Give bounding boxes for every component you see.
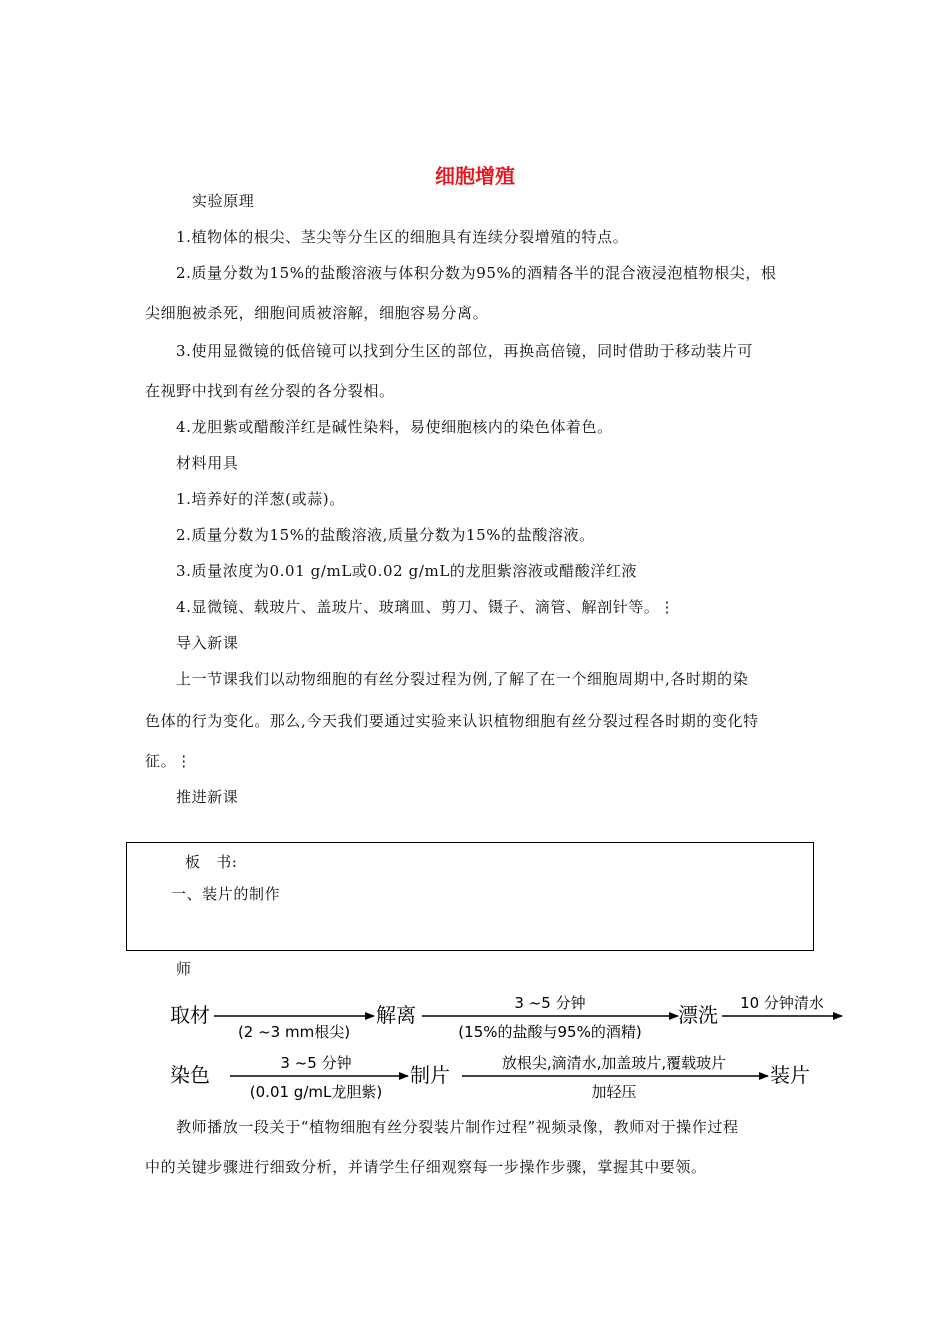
flow-step-staining: 染色: [170, 1063, 210, 1087]
section-heading-advance: 推进新课: [176, 788, 239, 806]
flow-step-dissociation: 解离: [376, 1003, 416, 1027]
flow-arrow-3-label-above: 10 分钟清水: [740, 994, 824, 1012]
flow-step-sampling: 取材: [170, 1003, 210, 1027]
principle-item-4: 4.龙胆紫或醋酸洋红是碱性染料，易使细胞核内的染色体着色。: [176, 418, 613, 436]
material-item-2: 2.质量分数为15%的盐酸溶液,质量分数为15%的盐酸溶液。: [176, 526, 595, 544]
section-heading-principle: 实验原理: [192, 192, 255, 210]
section-heading-materials: 材料用具: [176, 454, 239, 472]
principle-item-3-cont: 在视野中找到有丝分裂的各分裂相。: [145, 382, 395, 400]
material-item-4: 4.显微镜、载玻片、盖玻片、玻璃皿、剪刀、镊子、滴管、解剖针等。⋮: [176, 598, 676, 616]
flow-step-mounted-slide: 装片: [770, 1063, 810, 1087]
principle-item-3: 3.使用显微镜的低倍镜可以找到分生区的部位，再换高倍镜，同时借助于移动装片可: [176, 342, 754, 360]
page-title: 细胞增殖: [435, 164, 515, 188]
flow-arrow-5-label-above: 放根尖,滴清水,加盖玻片,覆载玻片: [501, 1054, 727, 1072]
flow-step-slide-making: 制片: [410, 1063, 450, 1087]
principle-item-2-cont: 尖细胞被杀死，细胞间质被溶解，细胞容易分离。: [145, 304, 489, 322]
flow-step-rinsing: 漂洗: [678, 1003, 718, 1027]
procedure-flowchart: [170, 990, 850, 1100]
intro-paragraph-line-3: 征。⋮: [145, 752, 192, 770]
board-item: 一、装片的制作: [171, 885, 281, 903]
material-item-3: 3.质量浓度为0.01 g/mL或0.02 g/mL的龙胆紫溶液或醋酸洋红液: [176, 562, 638, 580]
board-label: 板 书:: [185, 853, 238, 871]
flow-arrow-2-label-below: (15%的盐酸与95%的酒精): [458, 1023, 642, 1041]
material-item-1: 1.培养好的洋葱(或蒜)。: [176, 490, 345, 508]
section-heading-intro: 导入新课: [176, 634, 239, 652]
flow-arrow-1-label-below: (2 ~3 mm根尖): [237, 1023, 351, 1041]
flow-arrow-2-label-above: 3 ~5 分钟: [514, 994, 586, 1012]
flow-arrow-4-label-below: (0.01 g/mL龙胆紫): [249, 1083, 383, 1100]
blackboard-box: [126, 842, 814, 951]
teacher-label: 师: [176, 960, 192, 978]
closing-paragraph-line-2: 中的关键步骤进行细致分析，并请学生仔细观察每一步操作步骤，掌握其中要领。: [145, 1158, 707, 1176]
intro-paragraph-line-1: 上一节课我们以动物细胞的有丝分裂过程为例,了解了在一个细胞周期中,各时期的染: [176, 670, 749, 688]
intro-paragraph-line-2: 色体的行为变化。那么,今天我们要通过实验来认识植物细胞有丝分裂过程各时期的变化特: [145, 712, 759, 730]
principle-item-2: 2.质量分数为15%的盐酸溶液与体积分数为95%的酒精各半的混合液浸泡植物根尖，根: [176, 264, 777, 282]
flow-arrow-5-label-below: 加轻压: [591, 1083, 637, 1100]
flow-arrow-4-label-above: 3 ~5 分钟: [280, 1054, 352, 1072]
principle-item-1: 1.植物体的根尖、茎尖等分生区的细胞具有连续分裂增殖的特点。: [176, 228, 629, 246]
closing-paragraph-line-1: 教师播放一段关于“植物细胞有丝分裂装片制作过程”视频录像，教师对于操作过程: [176, 1118, 739, 1136]
